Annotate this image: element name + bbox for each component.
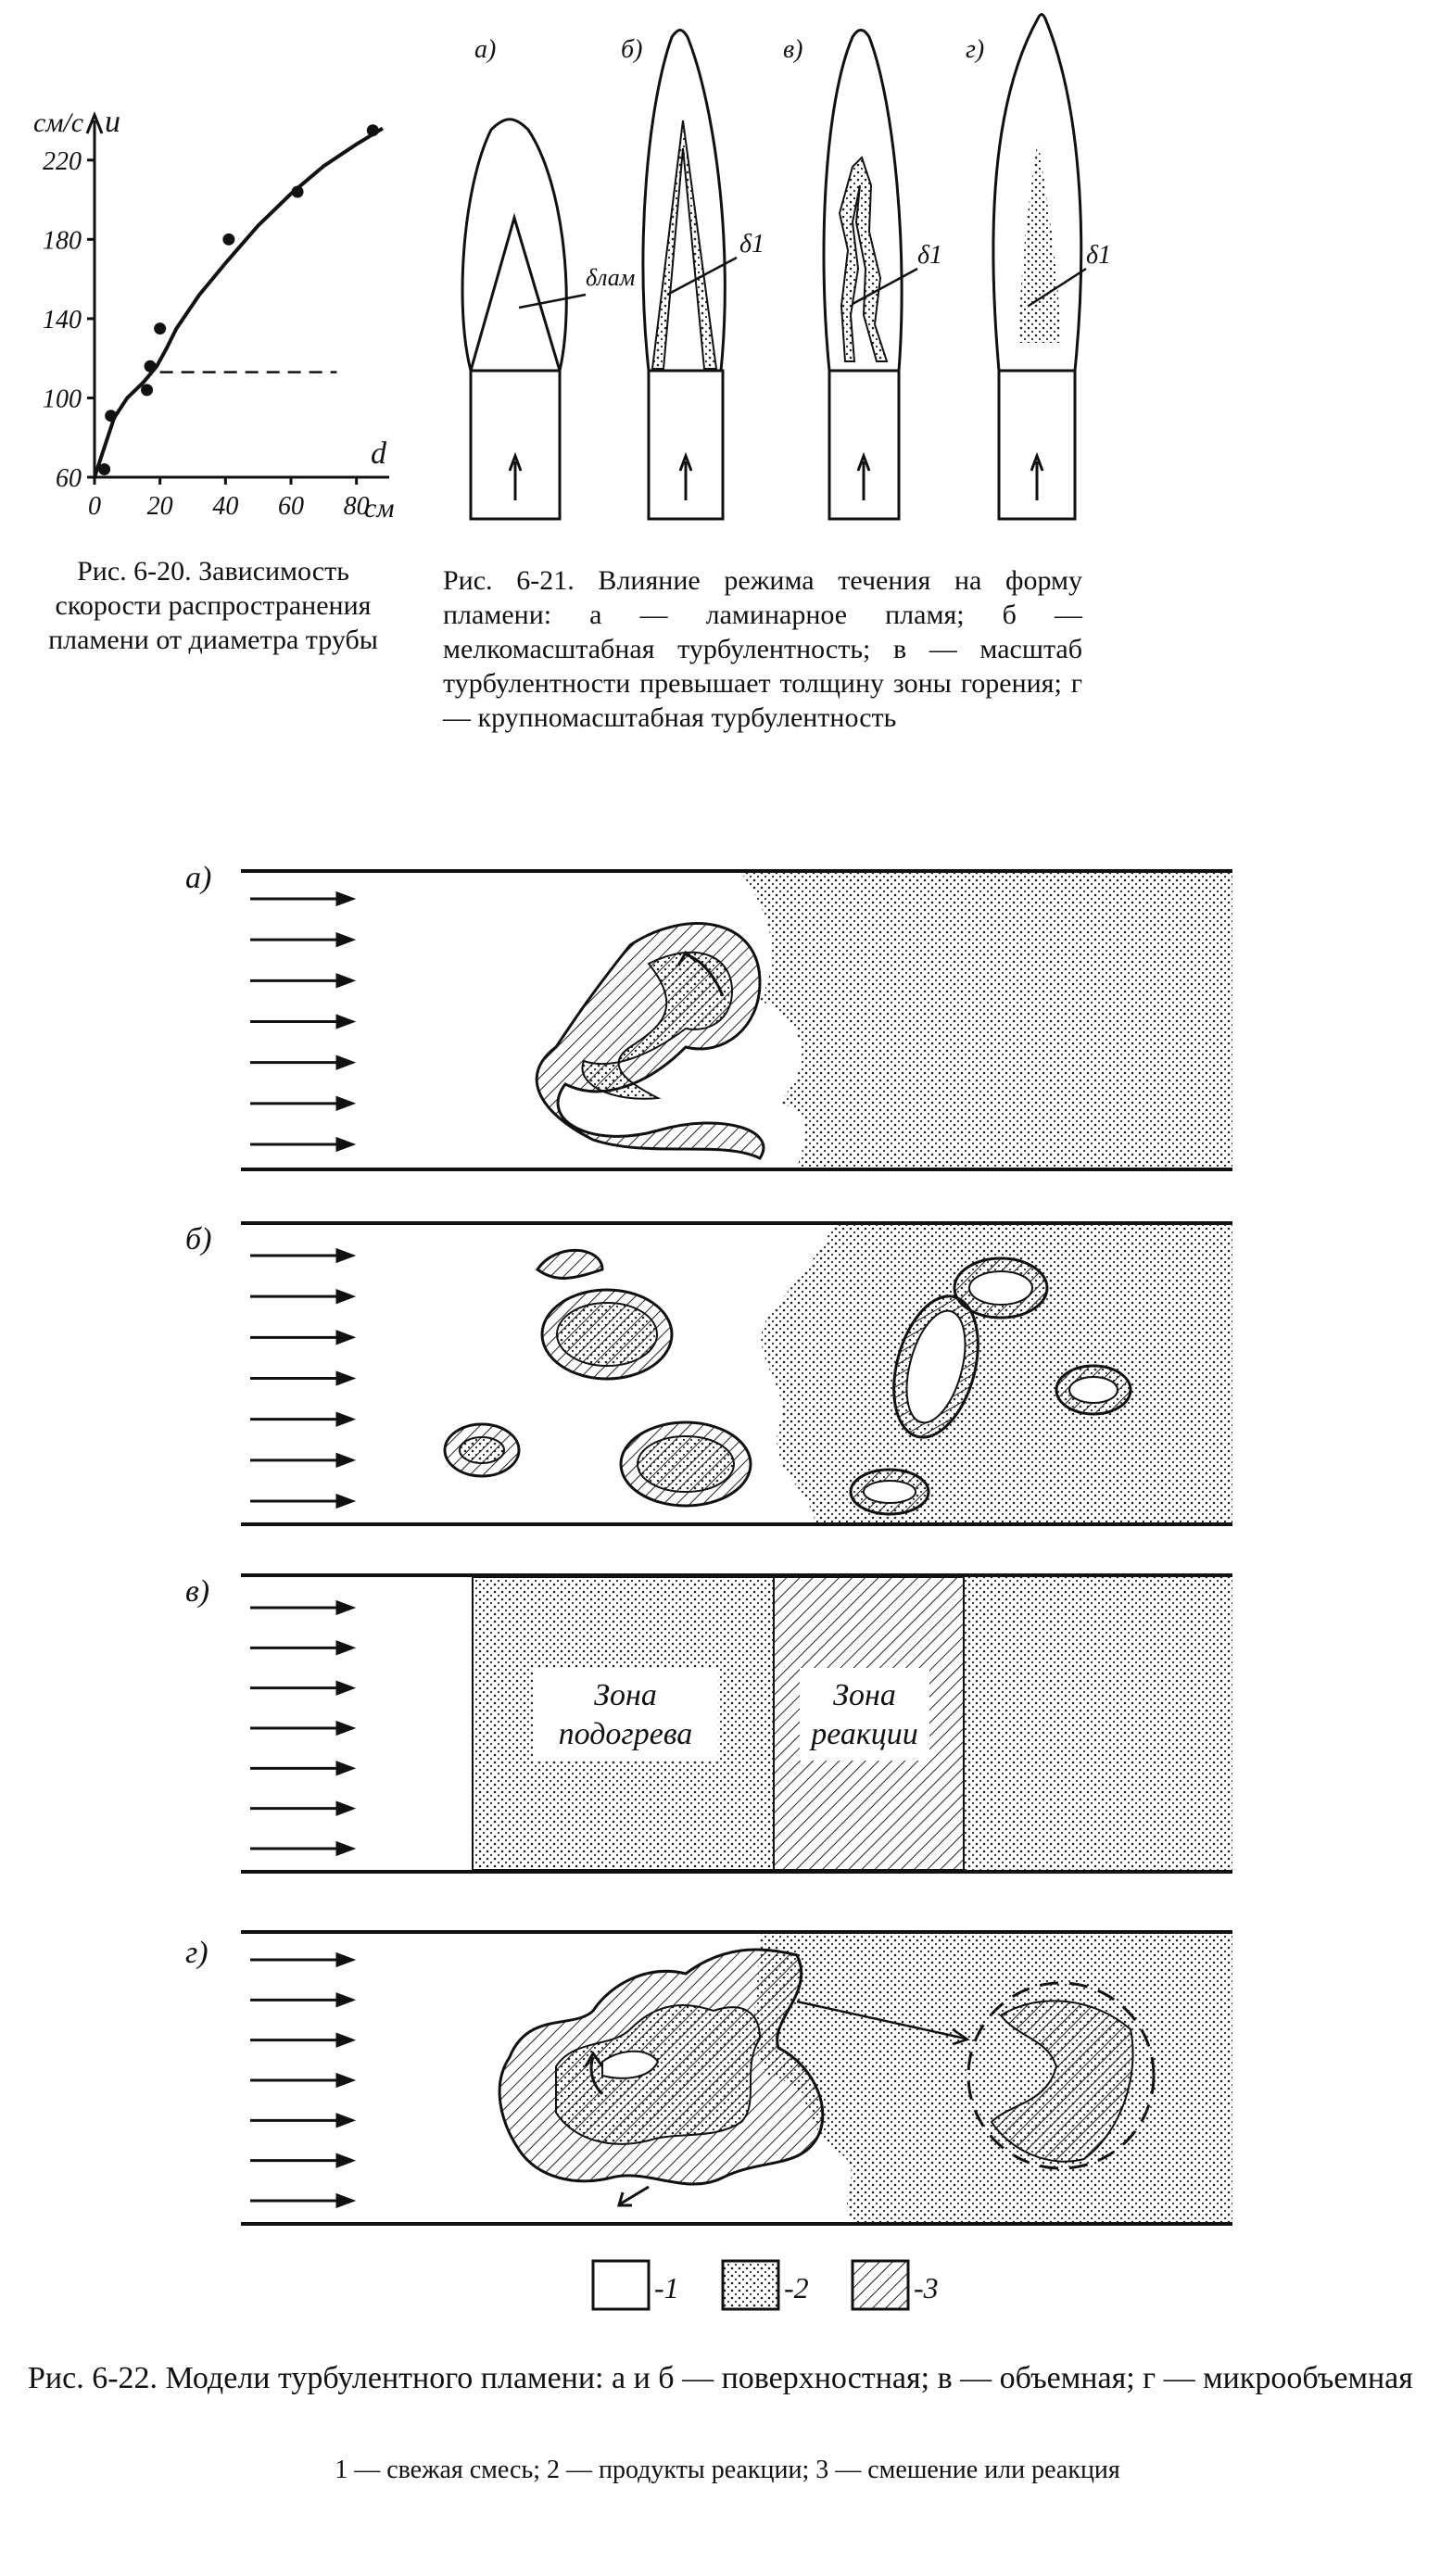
fig20-y-tick-label: 140	[43, 305, 82, 335]
fig21-delta-b: δ1	[739, 230, 765, 259]
fig20-data-point	[292, 186, 304, 198]
fig21-flames	[426, 0, 1131, 547]
inflow-arrow	[250, 1723, 352, 1734]
inflow-arrow	[250, 1843, 352, 1854]
fig20-y-tick-label: 60	[56, 464, 82, 493]
fig20-x-unit: см	[364, 493, 395, 519]
fig22-legend	[575, 2252, 964, 2326]
fig20-x-tick-label: 40	[212, 492, 239, 519]
legend-label-1: -1	[654, 2271, 679, 2305]
inflow-arrow	[250, 1455, 352, 1466]
fig22-caption-main: Рис. 6-22. Модели турбулентного пламени: а и б — поверхностная; в — объемная; г — микрообъемная	[28, 2361, 1413, 2395]
inflow-arrow	[250, 2155, 352, 2166]
fig20-chart	[0, 74, 408, 519]
inflow-arrow	[250, 1803, 352, 1814]
fig22-panels	[167, 834, 1279, 2242]
zone-preheat-line2: подогрева	[558, 1717, 693, 1751]
inflow-arrow	[250, 1373, 352, 1384]
fig20-y-symbol: u	[105, 105, 120, 139]
inflow-arrow	[250, 2115, 352, 2126]
fig21-delta-c: δ1	[917, 241, 943, 270]
inflow-arrow	[250, 1602, 352, 1613]
flame-b	[643, 31, 737, 520]
fig20-x-symbol: d	[371, 436, 386, 471]
fig20-y-tick-label: 180	[43, 226, 82, 256]
fig20-data-point	[98, 463, 110, 475]
fig21-caption: Рис. 6-21. Влияние режима течения на форму пламени: а — ламинарное пламя; б — мелкомасштабная турбулентность; в — масштаб турбулентности превышает толщину зоны горения; г — крупномасштабная турбулентность	[443, 565, 1082, 733]
fig22-panel-c	[241, 1575, 1232, 1872]
fig22-panel-d	[241, 1932, 1232, 2224]
inflow-arrow	[250, 1683, 352, 1694]
fig22-panel-a	[241, 871, 1232, 1260]
inflow-arrow	[250, 1496, 352, 1507]
fig20-data-point	[154, 322, 166, 335]
fig21-delta-d: δ1	[1086, 241, 1112, 270]
inflow-arrow	[250, 934, 352, 945]
fig20-data-point	[367, 124, 379, 136]
fig22-inflow-arrows	[250, 893, 352, 2206]
inflow-arrow	[250, 1994, 352, 2005]
inflow-arrow	[250, 1057, 352, 1068]
fig21-label-d: г)	[966, 35, 985, 64]
fig20-x-ticks	[88, 477, 370, 519]
fig20-y-unit: см/с	[33, 107, 84, 138]
fig22-panel-b	[241, 1223, 1232, 1524]
legend-label-3: -3	[914, 2271, 939, 2305]
inflow-arrow	[250, 975, 352, 986]
inflow-arrow	[250, 1414, 352, 1425]
fig20-axes	[87, 115, 389, 477]
legend-label-2: -2	[784, 2271, 809, 2305]
inflow-arrow	[250, 1098, 352, 1109]
fig20-points	[98, 124, 379, 475]
fig21-label-a: а)	[474, 35, 497, 64]
fig21-delta-a: δлам	[586, 264, 636, 291]
fig20-x-tick-label: 80	[343, 492, 370, 519]
zone-preheat-line1: Зона	[594, 1678, 657, 1712]
inflow-arrow	[250, 1250, 352, 1261]
inflow-arrow	[250, 1291, 352, 1302]
flame-c	[824, 31, 917, 520]
fig20-data-point	[141, 384, 153, 396]
fig20-data-point	[222, 234, 234, 246]
fig21-label-b: б)	[621, 35, 643, 64]
fig20-fit-curve	[95, 129, 383, 477]
legend-swatch-fresh-mix	[593, 2261, 649, 2309]
fig22-label-a: а)	[185, 861, 212, 895]
fig20-y-tick-label: 220	[43, 146, 82, 176]
zone-reaction-line2: реакции	[811, 1717, 918, 1751]
fig22-label-c: в)	[185, 1574, 210, 1609]
fig22-caption-legend: 1 — свежая смесь; 2 — продукты реакции; 3 — смешение или реакция	[335, 2456, 1120, 2484]
inflow-arrow	[250, 893, 352, 904]
inflow-arrow	[250, 1332, 352, 1343]
fig20-data-point	[105, 410, 117, 422]
fig21-label-c: в)	[783, 35, 803, 64]
fig20-x-tick-label: 60	[278, 492, 304, 519]
fig22-label-b: б)	[185, 1222, 212, 1256]
fig20-x-tick-label: 20	[146, 492, 173, 519]
fig20-x-tick-label: 0	[88, 492, 101, 519]
fig22-label-d: г)	[185, 1936, 208, 1970]
flame-a	[462, 120, 586, 519]
zone-reaction-line1: Зона	[833, 1678, 896, 1712]
flame-d	[993, 15, 1086, 520]
fig20-caption: Рис. 6-20. Зависимость скорости распространения пламени от диаметра трубы	[48, 556, 378, 655]
inflow-arrow	[250, 2075, 352, 2086]
fig20-y-tick-label: 100	[43, 385, 82, 414]
legend-swatch-mixing	[853, 2261, 908, 2309]
inflow-arrow	[250, 2035, 352, 2046]
inflow-arrow	[250, 1017, 352, 1028]
inflow-arrow	[250, 1139, 352, 1150]
inflow-arrow	[250, 1642, 352, 1653]
inflow-arrow	[250, 1762, 352, 1774]
inflow-arrow	[250, 1954, 352, 1965]
legend-swatch-products	[723, 2261, 778, 2309]
fig20-data-point	[145, 360, 157, 373]
fig20-y-ticks	[43, 147, 95, 493]
inflow-arrow	[250, 2195, 352, 2206]
